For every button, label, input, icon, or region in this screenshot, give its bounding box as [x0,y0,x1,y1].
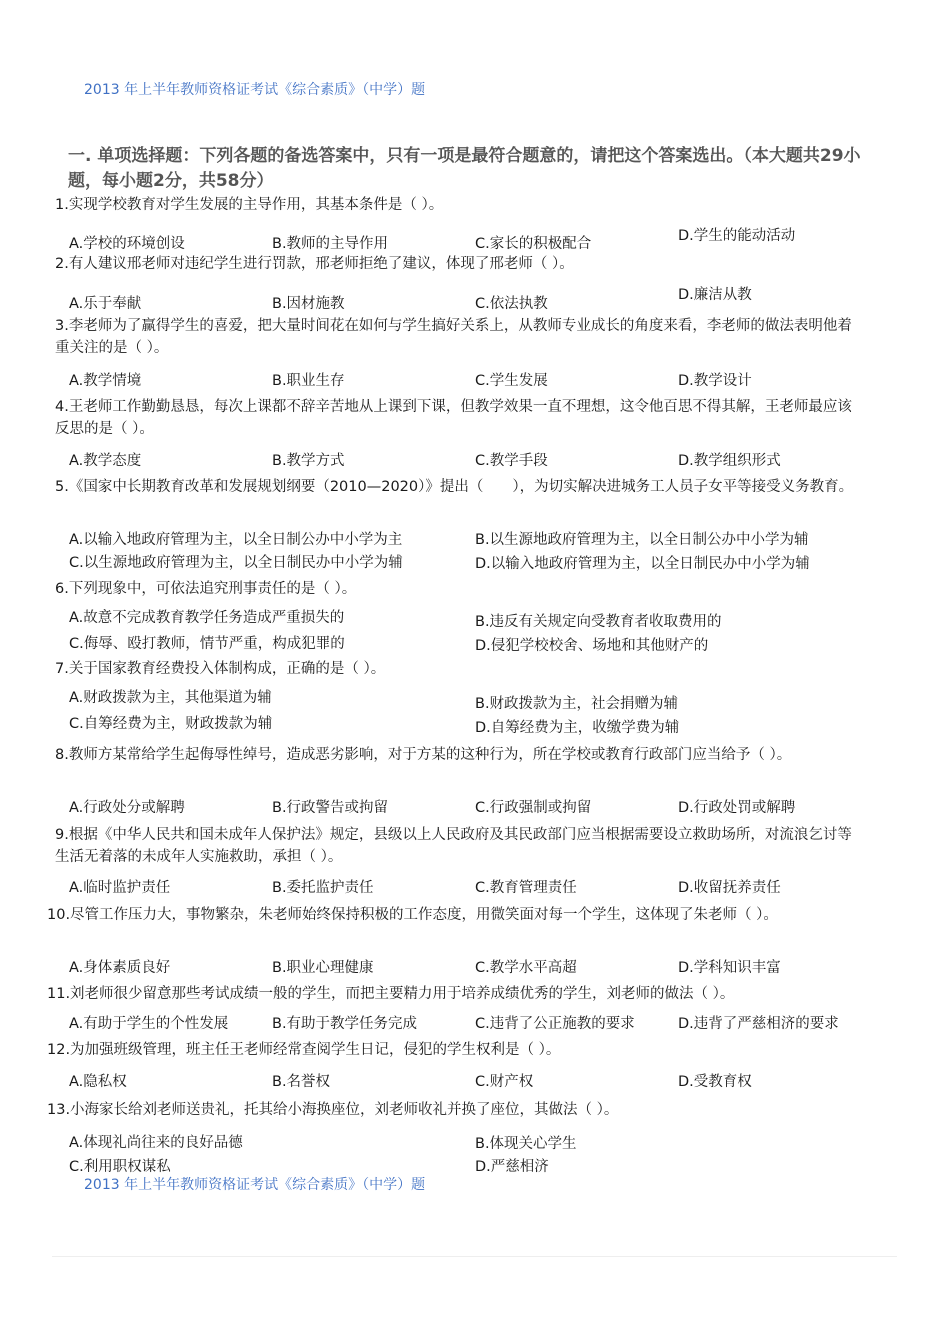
question-10-option-b: B.职业心理健康 [272,960,374,976]
question-9-option-c: C.教育管理责任 [475,880,577,896]
question-13-option-a: A.体现礼尚往来的良好品德 [69,1135,243,1151]
footer-title: 2013 年上半年教师资格证考试《综合素质》（中学）题 [84,1177,426,1193]
question-1-option-a: A.学校的环境创设 [69,236,185,252]
section-title: 一. 单项选择题：下列各题的备选答案中，只有一项是最符合题意的，请把这个答案选出。（本大题共29小题，每小题2分，共58分） [68,146,861,191]
header-title: 2013 年上半年教师资格证考试《综合素质》（中学）题 [84,82,426,98]
question-12-stem: 12.为加强班级管理，班主任王老师经常查阅学生日记，侵犯的学生权利是（ ）。 [47,1042,561,1058]
question-11-option-a: A.有助于学生的个性发展 [69,1016,229,1032]
question-12-option-a: A.隐私权 [69,1074,127,1090]
question-6-option-d: D.侵犯学校校舍、场地和其他财产的 [475,638,709,654]
question-5-stem: 5.《国家中长期教育改革和发展规划纲要（2010—2020）》提出（ ），为切实解决进城务工人员子女平等接受义务教育。 [55,479,854,495]
question-11-option-d: D.违背了严慈相济的要求 [678,1016,839,1032]
question-8-stem: 8.教师方某常给学生起侮辱性绰号，造成恶劣影响，对于方某的这种行为，所在学校或教育行政部门应当给予（ ）。 [55,747,792,763]
question-6-option-b: B.违反有关规定向受教育者收取费用的 [475,614,722,630]
question-1-option-d: D.学生的能动活动 [678,228,796,244]
question-8-option-b: B.行政警告或拘留 [272,800,389,816]
question-2-option-a: A.乐于奉献 [69,296,142,312]
question-3-option-c: C.学生发展 [475,373,548,389]
question-5-option-c: C.以生源地政府管理为主，以全日制民办中小学为辅 [69,555,403,571]
question-9-option-a: A.临时监护责任 [69,880,171,896]
question-10-stem: 10.尽管工作压力大，事物繁杂，朱老师始终保持积极的工作态度，用微笑面对每一个学生，这体现了朱老师（ ）。 [47,907,778,923]
question-7-stem: 7.关于国家教育经费投入体制构成，正确的是（ ）。 [55,661,386,677]
question-10-option-a: A.身体素质良好 [69,960,171,976]
question-1-option-c: C.家长的积极配合 [475,236,592,252]
question-13-option-b: B.体现关心学生 [475,1136,577,1152]
question-7-option-d: D.自筹经费为主，收缴学费为辅 [475,720,680,736]
question-11-stem: 11.刘老师很少留意那些考试成绩一般的学生，而把主要精力用于培养成绩优秀的学生，刘老师的做法（ ）。 [47,986,735,1002]
question-2-stem: 2.有人建议邢老师对违纪学生进行罚款，邢老师拒绝了建议，体现了邢老师（ ）。 [55,256,574,272]
question-6-option-c: C.侮辱、殴打教师，情节严重，构成犯罪的 [69,636,345,652]
question-3-stem: 3.李老师为了赢得学生的喜爱，把大量时间花在如何与学生搞好关系上，从教师专业成长的角度来看，李老师的做法表明他着重关注的是（ ）。 [55,318,852,356]
question-7-option-c: C.自筹经费为主，财政拨款为辅 [69,716,273,732]
page-divider [52,1256,897,1257]
question-12-option-b: B.名誉权 [272,1074,331,1090]
question-9-stem: 9.根据《中华人民共和国未成年人保护法》规定，县级以上人民政府及其民政部门应当根据需要设立救助场所，对流浪乞讨等生活无着落的未成年人实施救助，承担（ ）。 [55,827,852,865]
question-1-stem: 1.实现学校教育对学生发展的主导作用，其基本条件是（ ）。 [55,197,444,213]
question-12-option-c: C.财产权 [475,1074,534,1090]
question-2-option-b: B.因材施教 [272,296,345,312]
question-5-option-b: B.以生源地政府管理为主，以全日制公办中小学为辅 [475,532,809,548]
question-10-option-d: D.学科知识丰富 [678,960,781,976]
question-5-option-a: A.以输入地政府管理为主，以全日制公办中小学为主 [69,532,403,548]
question-13-option-d: D.严慈相济 [475,1159,549,1175]
question-2-option-c: C.依法执教 [475,296,548,312]
question-4-stem: 4.王老师工作勤勤恳恳，每次上课都不辞辛苦地从上课到下课，但教学效果一直不理想，这令他百思不得其解，王老师最应该反思的是（ ）。 [55,399,852,437]
question-4-option-a: A.教学态度 [69,453,142,469]
question-4-option-d: D.教学组织形式 [678,453,781,469]
question-4-option-b: B.教学方式 [272,453,345,469]
question-4-option-c: C.教学手段 [475,453,548,469]
question-3-option-a: A.教学情境 [69,373,142,389]
question-13-stem: 13.小海家长给刘老师送贵礼，托其给小海换座位，刘老师收礼并换了座位，其做法（ ）。 [47,1102,619,1118]
question-7-option-b: B.财政拨款为主，社会捐赠为辅 [475,696,679,712]
question-12-option-d: D.受教育权 [678,1074,752,1090]
question-9-option-d: D.收留抚养责任 [678,880,781,896]
question-9-option-b: B.委托监护责任 [272,880,374,896]
question-13-option-c: C.利用职权谋私 [69,1159,171,1175]
question-5-option-d: D.以输入地政府管理为主，以全日制民办中小学为辅 [475,556,810,572]
question-8-option-c: C.行政强制或拘留 [475,800,592,816]
question-2-option-d: D.廉洁从教 [678,287,752,303]
question-3-option-b: B.职业生存 [272,373,345,389]
question-8-option-a: A.行政处分或解聘 [69,800,185,816]
question-3-option-d: D.教学设计 [678,373,752,389]
question-11-option-c: C.违背了公正施教的要求 [475,1016,635,1032]
question-8-option-d: D.行政处罚或解聘 [678,800,796,816]
question-10-option-c: C.教学水平高超 [475,960,577,976]
question-6-option-a: A.故意不完成教育教学任务造成严重损失的 [69,610,345,626]
question-11-option-b: B.有助于教学任务完成 [272,1016,418,1032]
question-1-option-b: B.教师的主导作用 [272,236,389,252]
question-6-stem: 6.下列现象中，可依法追究刑事责任的是（ ）。 [55,581,357,597]
question-7-option-a: A.财政拨款为主，其他渠道为辅 [69,690,272,706]
